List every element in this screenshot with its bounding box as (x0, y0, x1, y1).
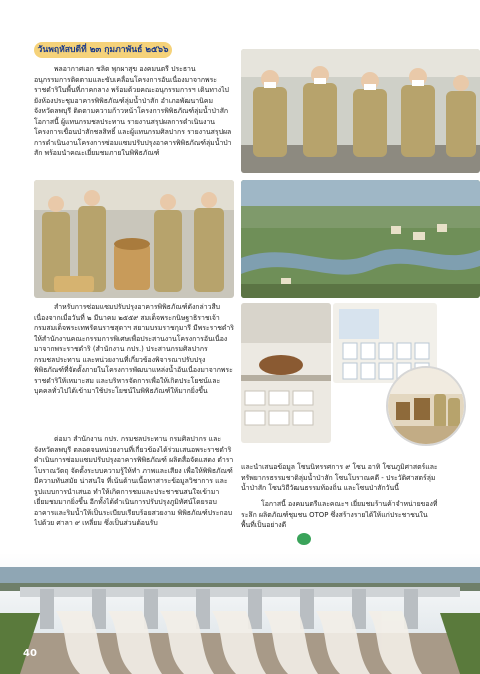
page-number: 40 (23, 648, 37, 659)
officials-meeting-photo (241, 49, 480, 173)
officials-viewing-exhibit-photo (34, 180, 234, 298)
paragraph-zones: และนำเสนอข้อมูล โซนนิทรรศการ ๙ โซน อาทิ โซนภูมิศาสตร์และทรัพยากรธรรมชาติลุ่มน้ำป่าสัก โซนโบราณคดี - ประวัติศาสตร์ลุ่มน้ำป่าสัก โซนวิถีวัฒนธรรมท้องถิ่น และโซนป่าสักวันนี้ (241, 463, 438, 492)
paragraph-intro: พลอากาศเอก ชลิต พุกผาสุข องคมนตรี ประธานอนุกรรมการติดตามและขับเคลื่อนโครงการอันเนื่องมาจากพระราชดำริในพื้นที่ภาคกลาง พร้อมด้วยคณะอนุกรรมการฯ เดินทางไปยังห้องประชุมอาคารพิพิธภัณฑ์ลุ่มน้ำป่าสัก อำเภอพัฒนานิคม จังหวัดลพบุรี ติดตามความก้าวหน้าโครงการพิพิธภัณฑ์ลุ่มน้ำป่าสัก โอกาสนี้ ผู้แทนกรมชลประทาน รายงานสรุปผลการดำเนินงานโครงการเขื่อนป่าสักชลสิทธิ์ และผู้แทนกรมศิลปากร รายงานสรุปผลการดำเนินงานโครงการซ่อมแซมปรับปรุงอาคารพิพิธภัณฑ์ลุ่มน้ำป่าสัก พร้อมนำคณะเยี่ยมชมภายในพิพิธภัณฑ์ (34, 65, 232, 157)
otop-logo-icon (297, 533, 311, 545)
date-heading: วันพฤหัสบดีที่ ๒๓ กุมภาพันธ์ ๒๕๖๖ (34, 42, 172, 58)
paragraph-otop: โอกาสนี้ องคมนตรีและคณะฯ เยี่ยมชมร้านค้าจำหน่ายของที่ระลึก ผลิตภัณฑ์ชุมชน OTOP ซึ่งสร้างรายได้ให้แก่ประชาชนในพื้นที่เป็นอย่างดี (241, 500, 438, 529)
pasak-dam-spillway-photo (0, 553, 480, 674)
paragraph-background: สำหรับการซ่อมแซมปรับปรุงอาคารพิพิธภัณฑ์ดังกล่าวสืบเนื่องจากเมื่อวันที่ ๒ มีนาคม ๒๕๕๙ สมเด็จพระกนิษฐาธิราชเจ้า กรมสมเด็จพระเทพรัตนราชสุดาฯ สยามบรมราชกุมารี มีพระราชดำริ ให้สำนักงานคณะกรรมการพิเศษเพื่อประสานงานโครงการอันเนื่องมาจากพระราชดำริ (สำนักงาน กปร.) ประสานกรมศิลปากร กรมชลประทาน และหน่วยงานที่เกี่ยวข้องพิจารณาปรับปรุงพิพิธภัณฑ์ที่จัดตั้งภายในโครงการพัฒนาแหล่งน้ำอันเนื่องมาจากพระราชดำริให้เหมาะสม และบริหารจัดการเพื่อให้เกิดประโยชน์และบุคคลทั่วไปได้เข้ามาใช้ประโยชน์ในพิพิธภัณฑ์ให้มากยิ่งขึ้น (34, 303, 234, 395)
souvenir-shop-photo (386, 366, 466, 446)
paragraph-renovation: ต่อมา สำนักงาน กปร. กรมชลประทาน กรมศิลปากร และจังหวัดลพบุรี ตลอดจนหน่วยงานที่เกี่ยวข้องได้ร่วมเสนอพระราชดำริดำเนินการซ่อมแซมปรับปรุงอาคารพิพิธภัณฑ์ ผลิตสื่อจัดแสดง ตำราโบราณวัตถุ จัดตั้งระบบความรู้ให้ทำ ภาพและเสียง เพื่อให้พิพิธภัณฑ์มีความทันสมัย น่าสนใจ ที่เน้นด้านเนื้อหาสาระข้อมูลวิชาการ และรูปแบบการนำเสนอ ทำให้เกิดการชมและประชาชนสนใจเข้ามาเยี่ยมชมมากยิ่งขึ้น อีกทั้งได้ดำเนินการปรับปรุงภูมิทัศน์โดยรอบอาคารและริมน้ำให้เป็นระเบียบเรียบร้อยสวยงาม พิพิธภัณฑ์ประกอบไปด้วย ศาลา ๙ เหลี่ยม ซึ่งเป็นส่วนต้อนรับ (34, 435, 234, 527)
river-diorama-model-photo (241, 180, 480, 298)
otop-products-display-photo (241, 303, 331, 443)
